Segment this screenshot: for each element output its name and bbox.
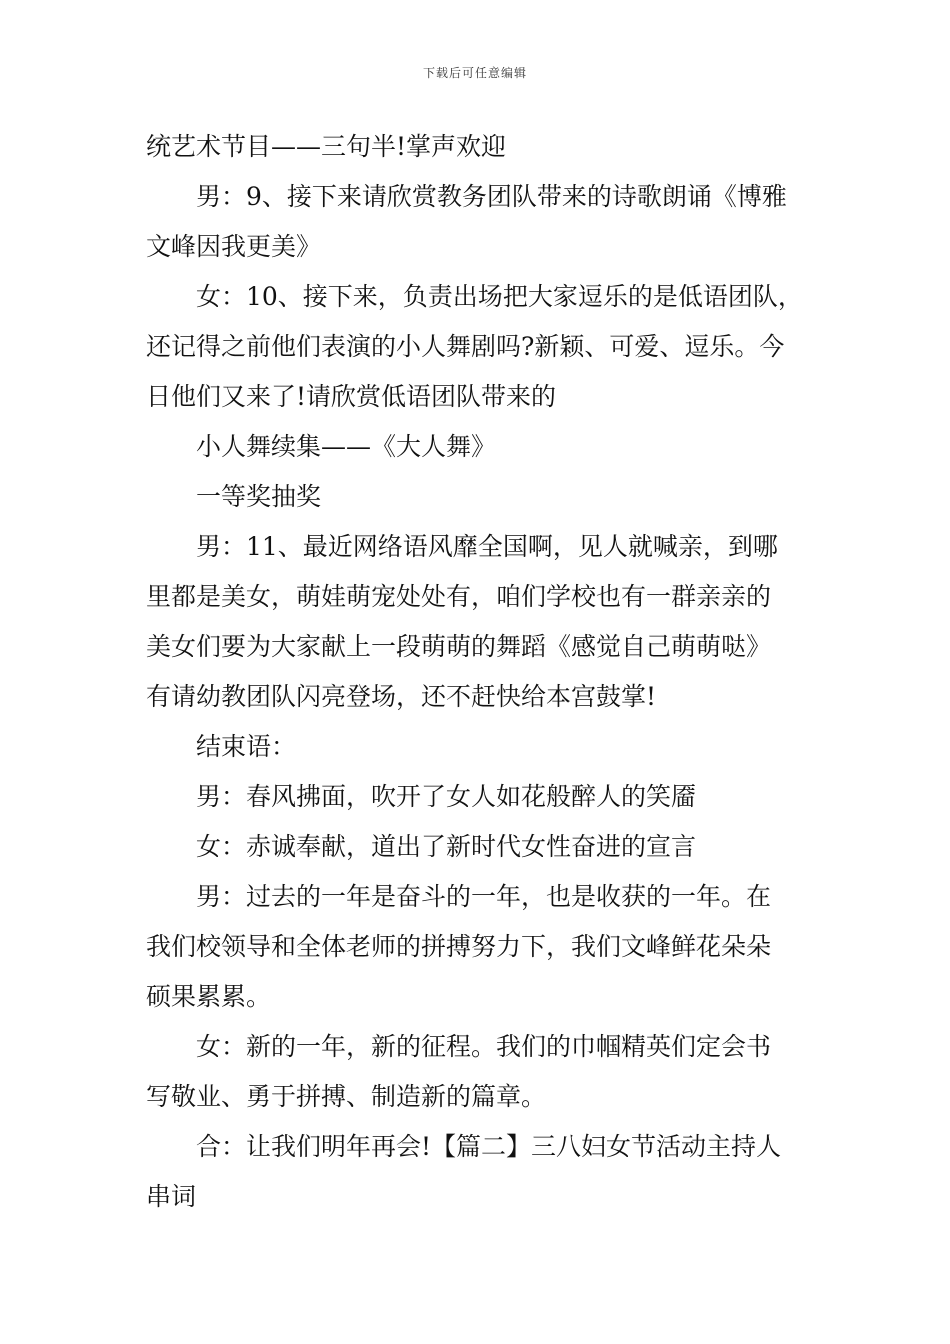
- text-line: 还记得之前他们表演的小人舞剧吗?新颖、可爱、逗乐。今: [146, 332, 785, 361]
- text-line: 男：过去的一年是奋斗的一年，也是收获的一年。在: [196, 882, 772, 911]
- text-line: 统艺术节目——三句半!掌声欢迎: [146, 132, 507, 161]
- text-line: 日他们又来了!请欣赏低语团队带来的: [146, 382, 557, 411]
- text-line: 女：赤诚奉献，道出了新时代女性奋进的宣言: [196, 832, 697, 861]
- text-line: 写敬业、勇于拼搏、制造新的篇章。: [146, 1082, 547, 1111]
- text-line: 一等奖抽奖: [196, 482, 322, 511]
- text-line: 小人舞续集——《大人舞》: [196, 432, 497, 461]
- page-header-note: 下载后可任意编辑: [422, 66, 527, 80]
- text-line: 女：10、接下来，负责出场把大家逗乐的是低语团队，: [196, 282, 803, 311]
- text-line: 里都是美女，萌娃萌宠处处有，咱们学校也有一群亲亲的: [146, 582, 772, 611]
- text-line: 合：让我们明年再会!【篇二】三八妇女节活动主持人: [196, 1132, 782, 1161]
- text-line: 我们校领导和全体老师的拼搏努力下，我们文峰鲜花朵朵: [146, 932, 772, 961]
- text-line: 男：11、最近网络语风靡全国啊，见人就喊亲，到哪: [196, 532, 778, 561]
- text-line: 男：春风拂面，吹开了女人如花般醉人的笑靥: [196, 782, 697, 811]
- text-line: 文峰因我更美》: [146, 232, 322, 261]
- text-line: 美女们要为大家献上一段萌萌的舞蹈《感觉自己萌萌哒》: [146, 632, 772, 661]
- text-line: 有请幼教团队闪亮登场，还不赶快给本宫鼓掌!: [146, 682, 657, 711]
- text-line: 硕果累累。: [146, 982, 272, 1011]
- document-body: [146, 122, 810, 1222]
- text-line: 女：新的一年，新的征程。我们的巾帼精英们定会书: [196, 1032, 772, 1061]
- text-line: 串词: [146, 1182, 197, 1211]
- text-line: 结束语：: [196, 732, 297, 761]
- text-line: 男：9、接下来请欣赏教务团队带来的诗歌朗诵《博雅: [196, 182, 787, 211]
